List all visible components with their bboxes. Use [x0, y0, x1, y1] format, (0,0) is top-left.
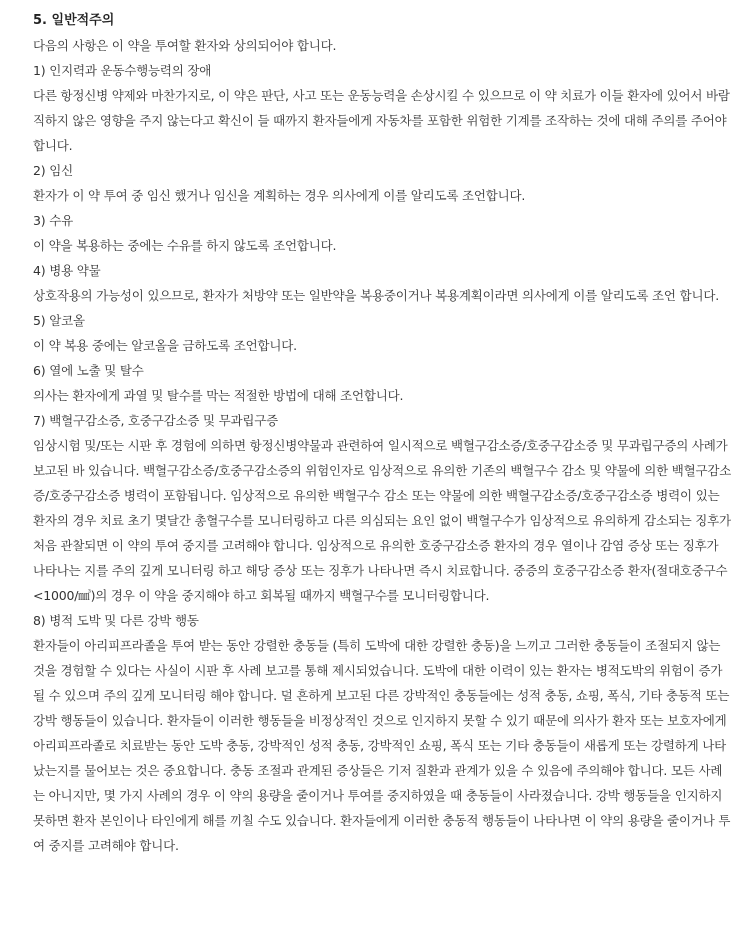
item-body-gambling: 환자들이 아리피프라졸을 투여 받는 동안 강렬한 충동들 (특히 도박에 대한 강렬한 충동)을 느끼고 그러한 충동들이 조절되지 않는 것을 경험할 수 있다는 사실이 시판 후 사례 보고를 통해 제시되었습니다. 도박에 대한 이력이 있는 환자는 병적도박의 위험이 증가될 수 있으며 주의 깊게 모니터링 해야 합니다. 덜 흔하게 보고된 다른 강박적인 충동들에는 성적 충동, 쇼핑, 폭식, 기타 충동적 또는 강박 행동들이 있습니다. 환자들이 이러한 행동들을 비정상적인 것으로 인지하지 못할 수 있기 때문에 의사가 환자 또는 보호자에게 아리피프라졸로 치료받는 동안 도박 충동, 강박적인 성적 충동, 강박적인 쇼핑, 폭식 또는 기타 충동들이 새롭게 또는 강렬하게 나타났는지를 물어보는 것은 중요합니다. 충동 조절과 관계된 증상들은 기저 질환과 관계가 있을 수 있음에 주의해야 합니다. 모든 사례는 아니지만, 몇 가지 사례의 경우 이 약의 용량을 줄이거나 투여를 중지하였을 때 충동들이 사라졌습니다. 강박 행동들을 인지하지 못하면 환자 본인이나 타인에게 해를 끼칠 수도 있습니다. 환자들에게 이러한 충동적 행동들이 나타나면 이 약의 용량을 줄이거나 투여 중지를 고려해야 합니다.	[33, 638, 731, 853]
item-heading-cognition: 1) 인지력과 운동수행능력의 장애	[33, 63, 212, 78]
item-heading-nursing: 3) 수유	[33, 213, 73, 228]
item-heading-alcohol: 5) 알코올	[33, 313, 85, 328]
item-body-heat-dehydration: 의사는 환자에게 과열 및 탈수를 막는 적절한 방법에 대해 조언합니다.	[33, 388, 404, 403]
item-body-nursing: 이 약을 복용하는 중에는 수유를 하지 않도록 조언합니다.	[33, 238, 337, 253]
section-title: 5. 일반적주의	[33, 13, 115, 28]
item-heading-heat-dehydration: 6) 열에 노출 및 탈수	[33, 363, 144, 378]
item-body-concomitant-medication: 상호작용의 가능성이 있으므로, 환자가 처방약 또는 일반약을 복용중이거나 복용계획이라면 의사에게 이를 알리도록 조언 합니다.	[33, 288, 719, 303]
item-heading-gambling: 8) 병적 도박 및 다른 강박 행동	[33, 613, 199, 628]
item-heading-leukopenia: 7) 백혈구감소증, 호중구감소증 및 무과립구증	[33, 413, 279, 428]
item-heading-pregnancy: 2) 임신	[33, 163, 73, 178]
section-intro: 다음의 사항은 이 약을 투여할 환자와 상의되어야 합니다.	[33, 38, 337, 53]
item-heading-concomitant-medication: 4) 병용 약물	[33, 263, 101, 278]
item-body-pregnancy: 환자가 이 약 투여 중 임신 했거나 임신을 계획하는 경우 의사에게 이를 알리도록 조언합니다.	[33, 188, 526, 203]
item-body-alcohol: 이 약 복용 중에는 알코올을 금하도록 조언합니다.	[33, 338, 297, 353]
item-body-cognition: 다른 항정신병 약제와 마찬가지로, 이 약은 판단, 사고 또는 운동능력을 손상시킬 수 있으므로 이 약 치료가 이들 환자에 있어서 바람직하지 않은 영향을 주지 않는다고 확신이 들 때까지 환자들에게 자동차를 포함한 위험한 기계를 조작하는 것에 대해 주의를 주어야 합니다.	[33, 88, 730, 153]
item-body-leukopenia: 임상시험 및/또는 시판 후 경험에 의하면 항정신병약물과 관련하여 일시적으로 백혈구감소증/호중구감소증 및 무과립구증의 사례가 보고된 바 있습니다. 백혈구감소증/호중구감소증의 위험인자로 임상적으로 유의한 기존의 백혈구수 감소 및 약물에 의한 백혈구감소증/호중구감소증 병력이 포함됩니다. 임상적으로 유의한 백혈구수 감소 또는 약물에 의한 백혈구감소증/호중구감소증 병력이 있는 환자의 경우 치료 초기 몇달간 총혈구수를 모니터링하고 다른 의심되는 요인 없이 백혈구수가 임상적으로 유의하게 감소되는 징후가 처음 관찰되면 이 약의 투여 중지를 고려해야 합니다. 임상적으로 유의한 호중구감소증 환자의 경우 열이나 감염 증상 또는 징후가 나타나는 지를 주의 깊게 모니터링 하고 해당 증상 또는 징후가 나타나면 즉시 치료합니다. 중증의 호중구감소증 환자(절대호중구수<1000/㎣)의 경우 이 약을 중지해야 하고 회복될 때까지 백혈구수를 모니터링합니다.	[33, 438, 732, 603]
